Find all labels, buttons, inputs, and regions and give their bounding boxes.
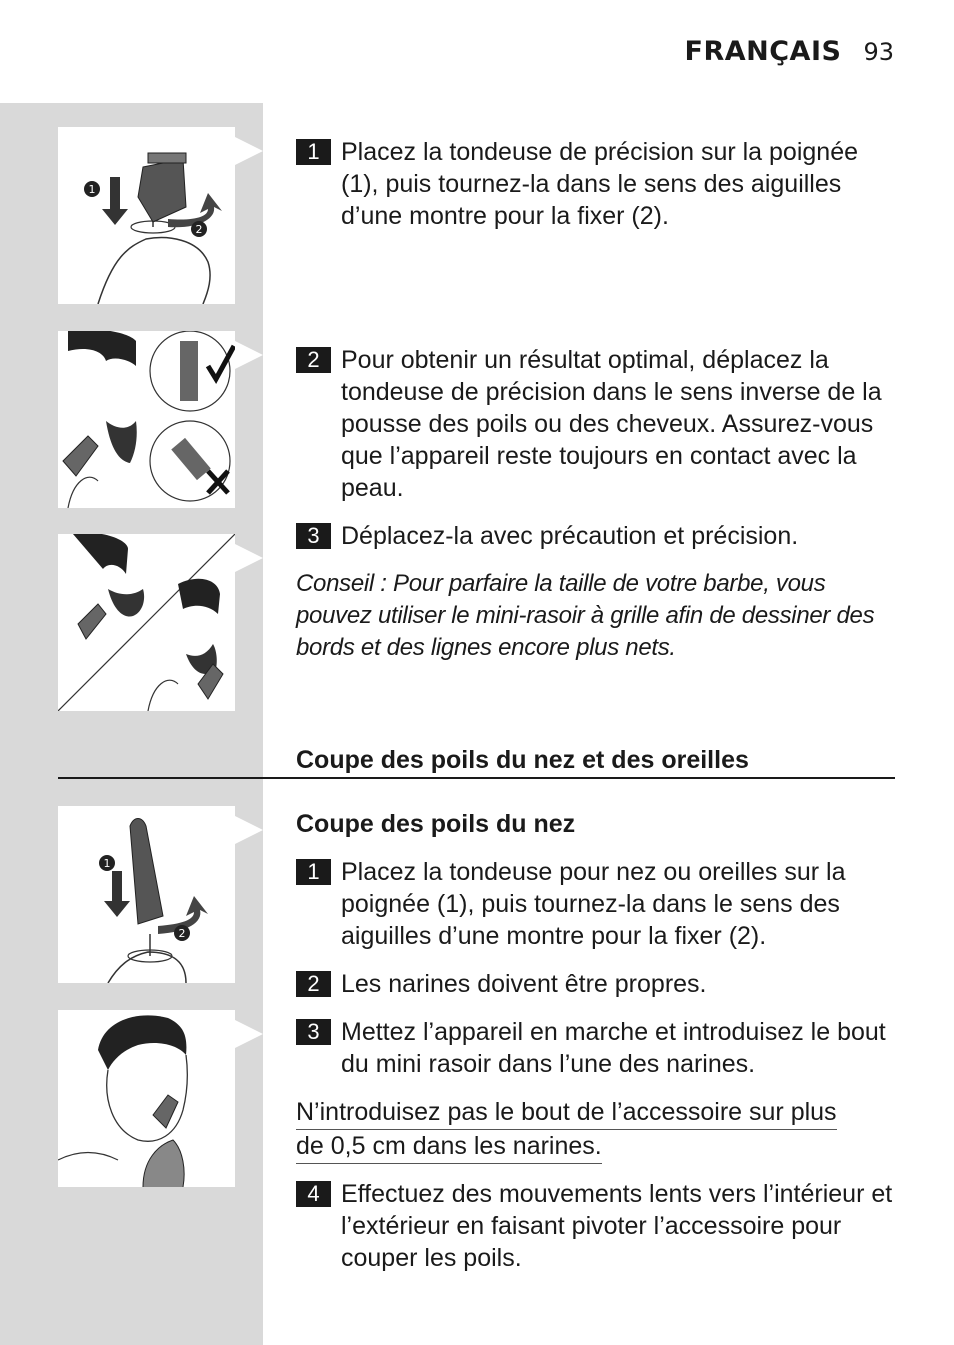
step-number: 1 bbox=[296, 139, 331, 165]
step-number: 2 bbox=[296, 971, 331, 997]
section-divider bbox=[58, 777, 895, 779]
pointer-arrow bbox=[235, 341, 263, 369]
subsection-heading: Coupe des poils du nez bbox=[296, 810, 576, 838]
illustration-beard-shaping bbox=[58, 534, 235, 711]
step-text: Effectuez des mouvements lents vers l’intérieur et l’extérieur en faisant pivoter l’accessoire pour couper les poils. bbox=[341, 1180, 893, 1272]
pointer-arrow bbox=[235, 1020, 263, 1048]
step-text: Placez la tondeuse pour nez ou oreilles sur la poignée (1), puis tournez-la dans le sens des aiguilles d’une montre pour la fixer (2). bbox=[341, 858, 846, 950]
illustration-attach-nose-trimmer bbox=[58, 806, 235, 983]
tip-text: Conseil : Pour parfaire la taille de votre barbe, vous pouvez utiliser le mini-rasoir à grille afin de dessiner des bords et des lignes encore plus nets. bbox=[296, 570, 875, 661]
step-number: 3 bbox=[296, 523, 331, 549]
step-number: 3 bbox=[296, 1019, 331, 1045]
step-number: 4 bbox=[296, 1181, 331, 1207]
page-header bbox=[685, 36, 894, 67]
warning-line-1: N’introduisez pas le bout de l’accessoire sur plus bbox=[296, 1096, 837, 1130]
step-text: Les narines doivent être propres. bbox=[341, 970, 707, 998]
callout-1: 1 bbox=[88, 183, 96, 196]
callout-2: 2 bbox=[178, 927, 186, 940]
pointer-arrow bbox=[235, 816, 263, 844]
step-text: Déplacez-la avec précaution et précision. bbox=[341, 522, 799, 550]
step-text: Mettez l’appareil en marche et introduisez le bout du mini rasoir dans l’une des narines. bbox=[341, 1018, 886, 1078]
illustration-attach-precision-trimmer bbox=[58, 127, 235, 304]
step-text: Placez la tondeuse de précision sur la poignée (1), puis tournez-la dans le sens des aiguilles d’une montre pour la fixer (2). bbox=[341, 138, 859, 230]
illustration-nose-trimming bbox=[58, 1010, 235, 1187]
pointer-arrow bbox=[235, 137, 263, 165]
step-1 bbox=[296, 136, 896, 232]
step-4 bbox=[296, 1178, 896, 1274]
language-title: FRANÇAIS bbox=[684, 36, 842, 67]
step-2 bbox=[296, 968, 896, 1000]
pointer-arrow bbox=[235, 544, 263, 572]
callout-1: 1 bbox=[103, 857, 111, 870]
illustration-trimming-direction bbox=[58, 331, 235, 508]
step-number: 1 bbox=[296, 859, 331, 885]
warning-line-2: de 0,5 cm dans les narines. bbox=[296, 1130, 602, 1164]
warning-note bbox=[296, 1096, 896, 1164]
step-3 bbox=[296, 1016, 896, 1080]
step-3 bbox=[296, 520, 896, 552]
step-1 bbox=[296, 856, 896, 952]
step-2 bbox=[296, 344, 896, 504]
page-number: 93 bbox=[863, 38, 894, 66]
section-heading: Coupe des poils du nez et des oreilles bbox=[296, 746, 749, 774]
callout-2: 2 bbox=[195, 223, 203, 236]
step-text: Pour obtenir un résultat optimal, déplacez la tondeuse de précision dans le sens inverse de la pousse des poils ou des cheveux. Assurez-vous que l’appareil reste toujours en contact avec la peau. bbox=[341, 346, 882, 502]
step-number: 2 bbox=[296, 347, 331, 373]
